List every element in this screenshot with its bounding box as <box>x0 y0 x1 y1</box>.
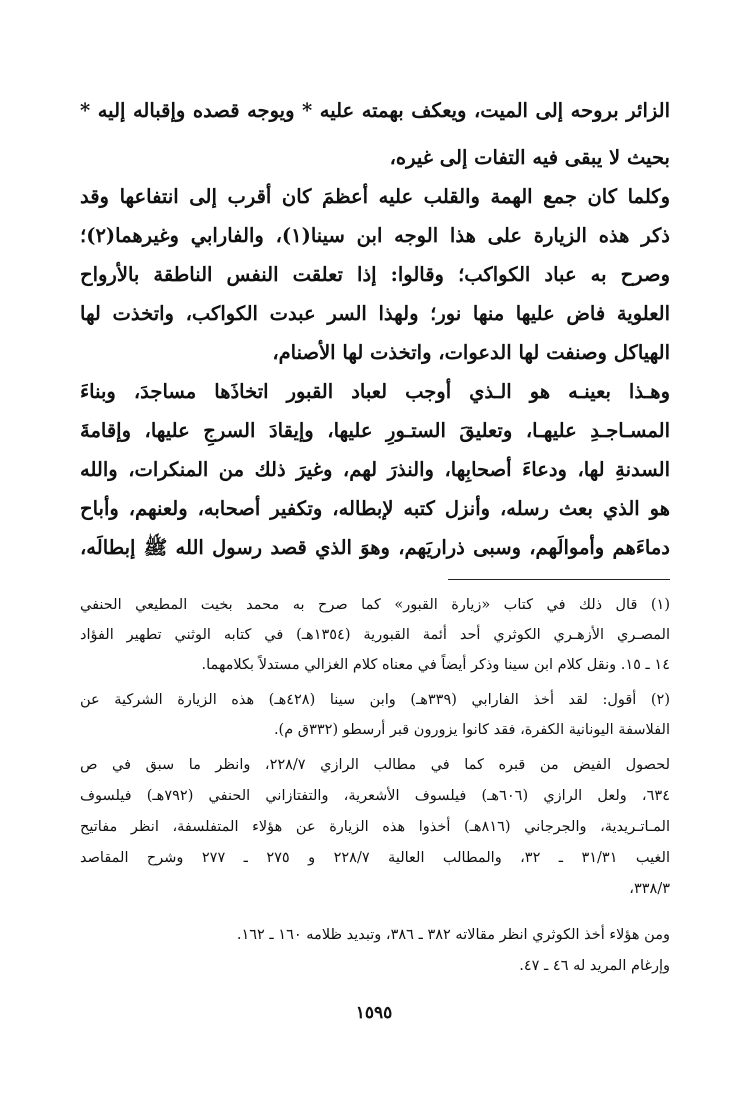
page-number: ١٥٩٥ <box>355 1003 393 1023</box>
main-text-line-7: الهياكل وصنفت لها الدعوات، واتخذت لها الأصنام، <box>272 341 670 364</box>
main-text-line-11: هو الذي بعث رسله، وأنزل كتبه لإبطاله، وتكفير أصحابه، ولعنهم، وأباح <box>80 497 670 520</box>
footnote-separator <box>448 579 670 580</box>
footnote-line-1: (١) قال ذلك في كتاب «زيارة القبور» كما صرح به محمد بخيت المطيعي الحنفي <box>80 597 670 613</box>
footnote-line-2: المصـري الأزهـري الكوثري أحد أئمة القبورية (١٣٥٤هـ) في كتابه الوثني تطهير الفؤاد <box>80 627 670 643</box>
footnote-line-8: المـاتـريدية، والجرجاني (٨١٦هـ) أخذوا هذه الزيارة عن هؤلاء المتفلسفة، انظر مفاتيح <box>80 819 670 835</box>
main-text-line-12: دماءَهم وأموالَهم، وسبى ذراريَهم، وهوَ الذي قصد رسول الله ﷺ إبطالَه، <box>80 536 670 559</box>
footnote-line-4: (٢) أقول: لقد أخذ الفارابي (٣٣٩هـ) وابن سينا (٤٢٨هـ) هذه الزيارة الشركية عن <box>80 692 670 708</box>
footnote-line-5: الفلاسفة اليونانية الكفرة، فقد كانوا يزورون قبر أرسطو (٣٣٢ق م). <box>273 722 670 738</box>
main-text-line-10: السدنةِ لها، ودعاءَ أصحابِها، والنذرَ لهم، وغيرَ ذلك من المنكرات، والله <box>80 458 670 481</box>
main-text-line-1: الزائر بروحه إلى الميت، ويعكف بهمته عليه * ويوجه قصده وإقباله إليه * <box>80 99 670 122</box>
footnote-line-3: ١٤ ـ ١٥. ونقل كلام ابن سينا وذكر أيضاً في معناه كلام الغزالي مستدلاً بكلامهما. <box>201 657 670 673</box>
footnote-line-7: ٦٣٤، ولعل الرازي (٦٠٦هـ) فيلسوف الأشعرية، والتفتازاني الحنفي (٧٩٢هـ) فيلسوف <box>80 788 670 804</box>
main-text-line-8: وهـذا بعينـه هو الـذي أوجب لعباد القبور اتخاذَها مساجدَ، وبناءَ <box>80 380 670 403</box>
main-text-line-4: ذكر هذه الزيارة على هذا الوجه ابن سينا(١)، والفارابي وغيرهما(٢)؛ <box>80 224 670 247</box>
footnote-line-10: ٣٣٨/٣، <box>629 881 670 897</box>
footnote-line-9: الغيب ٣١/٣١ ـ ٣٢، والمطالب العالية ٢٢٨/٧ و ٢٧٥ ـ ٢٧٧ وشرح المقاصد <box>80 850 670 866</box>
main-text-line-2: بحيث لا يبقى فيه التفات إلى غيره، <box>389 146 670 169</box>
main-text-line-9: المسـاجـدِ عليهـا، وتعليقَ الستـورِ عليها، وإيقادَ السرجِ عليها، وإقامةَ <box>80 419 670 442</box>
footnote-line-12: وإرغام المريد له ٤٦ ـ ٤٧. <box>519 958 670 974</box>
footnote-line-11: ومن هؤلاء أخذ الكوثري انظر مقالاته ٣٨٢ ـ ٣٨٦، وتبديد ظلامه ١٦٠ ـ ١٦٢. <box>236 927 670 943</box>
footnote-line-6: لحصول الفيض من قبره كما في مطالب الرازي ٢٢٨/٧، وانظر ما سبق في ص <box>80 757 670 773</box>
main-text-line-6: العلوية فاض عليها منها نور؛ ولهذا السر عبدت الكواكب، واتخذت لها <box>80 302 670 325</box>
main-text-line-5: وصرح به عباد الكواكب؛ وقالوا: إذا تعلقت النفس الناطقة بالأرواح <box>80 263 670 286</box>
main-text-line-3: وكلما كان جمع الهمة والقلب عليه أعظمَ كان أقرب إلى انتفاعها وقد <box>80 185 670 208</box>
